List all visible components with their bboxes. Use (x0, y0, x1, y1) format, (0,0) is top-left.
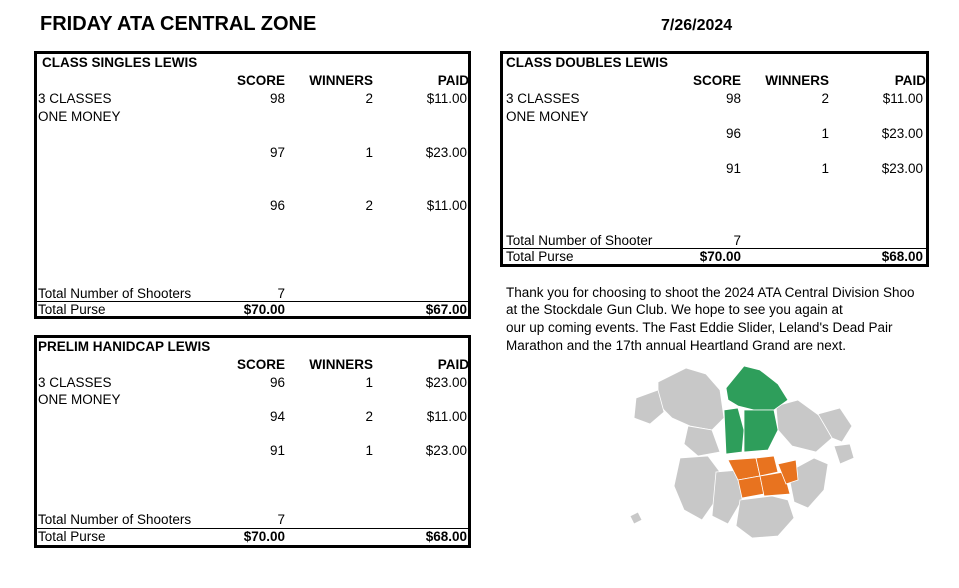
doubles-row-1-winners: 2 (821, 91, 829, 106)
map-region-nunavut (726, 366, 788, 410)
handicap-purse-value: $70.00 (243, 529, 285, 544)
singles-paid-total: $67.00 (425, 302, 467, 317)
doubles-purse-label: Total Purse (506, 249, 574, 264)
page-title: FRIDAY ATA CENTRAL ZONE (40, 13, 317, 35)
singles-row-1-paid: $11.00 (426, 91, 467, 106)
map-region-nebraska-kansas (738, 476, 764, 498)
map-region-alaska (634, 390, 664, 424)
map-region-maritimes (834, 444, 854, 464)
map-region-south-us (736, 496, 794, 538)
doubles-paid-total: $68.00 (881, 249, 923, 264)
handicap-winners-header: WINNERS (309, 357, 373, 372)
singles-total-value: 7 (277, 286, 285, 301)
handicap-note-money: ONE MONEY (38, 392, 121, 407)
handicap-total-label: Total Number of Shooters (38, 512, 192, 527)
handicap-total-value: 7 (277, 512, 285, 527)
message-line-4: Marathon and the 17th annual Heartland Grand are next. (506, 338, 846, 353)
doubles-row-3-paid: $23.00 (881, 161, 923, 176)
doubles-score-header: SCORE (692, 73, 741, 88)
singles-note-classes: 3 CLASSES (38, 91, 112, 106)
doubles-row-2-score: 96 (725, 126, 741, 141)
event-date: 7/26/2024 (661, 17, 733, 34)
singles-title: CLASS SINGLES LEWIS (42, 55, 198, 70)
singles-row-2-score: 97 (269, 145, 285, 160)
doubles-paid-header: PAID (894, 73, 926, 88)
doubles-purse-value: $70.00 (699, 249, 741, 264)
doubles-note-classes: 3 CLASSES (506, 91, 580, 106)
handicap-title: PRELIM HANIDCAP LEWIS (38, 339, 211, 354)
handicap-row-2-score: 94 (269, 409, 285, 424)
doubles-row-1-paid: $11.00 (882, 91, 923, 106)
doubles-row-3-score: 91 (725, 161, 741, 176)
handicap-purse-label: Total Purse (38, 529, 106, 544)
singles-row-2-paid: $23.00 (425, 145, 467, 160)
message-line-3: our up coming events. The Fast Eddie Slider, Leland's Dead Pair (506, 320, 893, 335)
doubles-total-value: 7 (733, 233, 741, 248)
singles-row-3-score: 96 (269, 198, 285, 213)
prelim-handicap-box (34, 335, 471, 548)
singles-row-1-winners: 2 (365, 91, 373, 106)
doubles-title: CLASS DOUBLES LEWIS (506, 55, 669, 70)
map-region-quebec (776, 400, 832, 452)
class-singles-box (34, 51, 471, 319)
message-line-2: at the Stockdale Gun Club. We hope to see you again at (506, 302, 843, 317)
handicap-paid-total: $68.00 (425, 529, 467, 544)
central-zone-map (628, 360, 858, 545)
doubles-row-1-score: 98 (725, 91, 741, 106)
singles-winners-header: WINNERS (309, 73, 373, 88)
singles-purse-value: $70.00 (243, 302, 285, 317)
map-region-minnesota (756, 456, 778, 476)
singles-score-header: SCORE (236, 73, 285, 88)
doubles-row-2-paid: $23.00 (881, 126, 923, 141)
doubles-row-2-winners: 1 (821, 126, 829, 141)
class-doubles-box (500, 51, 929, 267)
message-line-1: Thank you for choosing to shoot the 2024 ATA Central Division Shoo (506, 285, 915, 300)
handicap-paid-header: PAID (437, 357, 469, 372)
handicap-score-header: SCORE (236, 357, 285, 372)
handicap-row-3-score: 91 (269, 443, 285, 458)
doubles-total-label: Total Number of Shooter (506, 233, 653, 248)
handicap-row-3-winners: 1 (365, 443, 373, 458)
singles-row-1-score: 98 (269, 91, 285, 106)
singles-row-3-winners: 2 (365, 198, 373, 213)
handicap-row-1-paid: $23.00 (425, 375, 467, 390)
singles-note-money: ONE MONEY (38, 109, 121, 124)
doubles-row-3-winners: 1 (821, 161, 829, 176)
singles-total-label: Total Number of Shooters (38, 286, 192, 301)
handicap-note-classes: 3 CLASSES (38, 375, 112, 390)
handicap-row-1-winners: 1 (365, 375, 373, 390)
doubles-winners-header: WINNERS (765, 73, 829, 88)
singles-row-3-paid: $11.00 (426, 198, 467, 213)
map-region-manitoba (744, 410, 778, 452)
handicap-row-2-winners: 2 (365, 409, 373, 424)
map-region-bc (684, 426, 720, 456)
singles-paid-header: PAID (437, 73, 469, 88)
handicap-row-2-paid: $11.00 (426, 409, 467, 424)
doubles-note-money: ONE MONEY (506, 109, 589, 124)
map-region-hawaii (630, 512, 642, 524)
singles-purse-label: Total Purse (38, 302, 106, 317)
map-region-saskatchewan (724, 408, 744, 454)
handicap-row-1-score: 96 (269, 375, 285, 390)
handicap-row-3-paid: $23.00 (425, 443, 467, 458)
map-region-west-canada (658, 368, 724, 430)
singles-row-2-winners: 1 (365, 145, 373, 160)
